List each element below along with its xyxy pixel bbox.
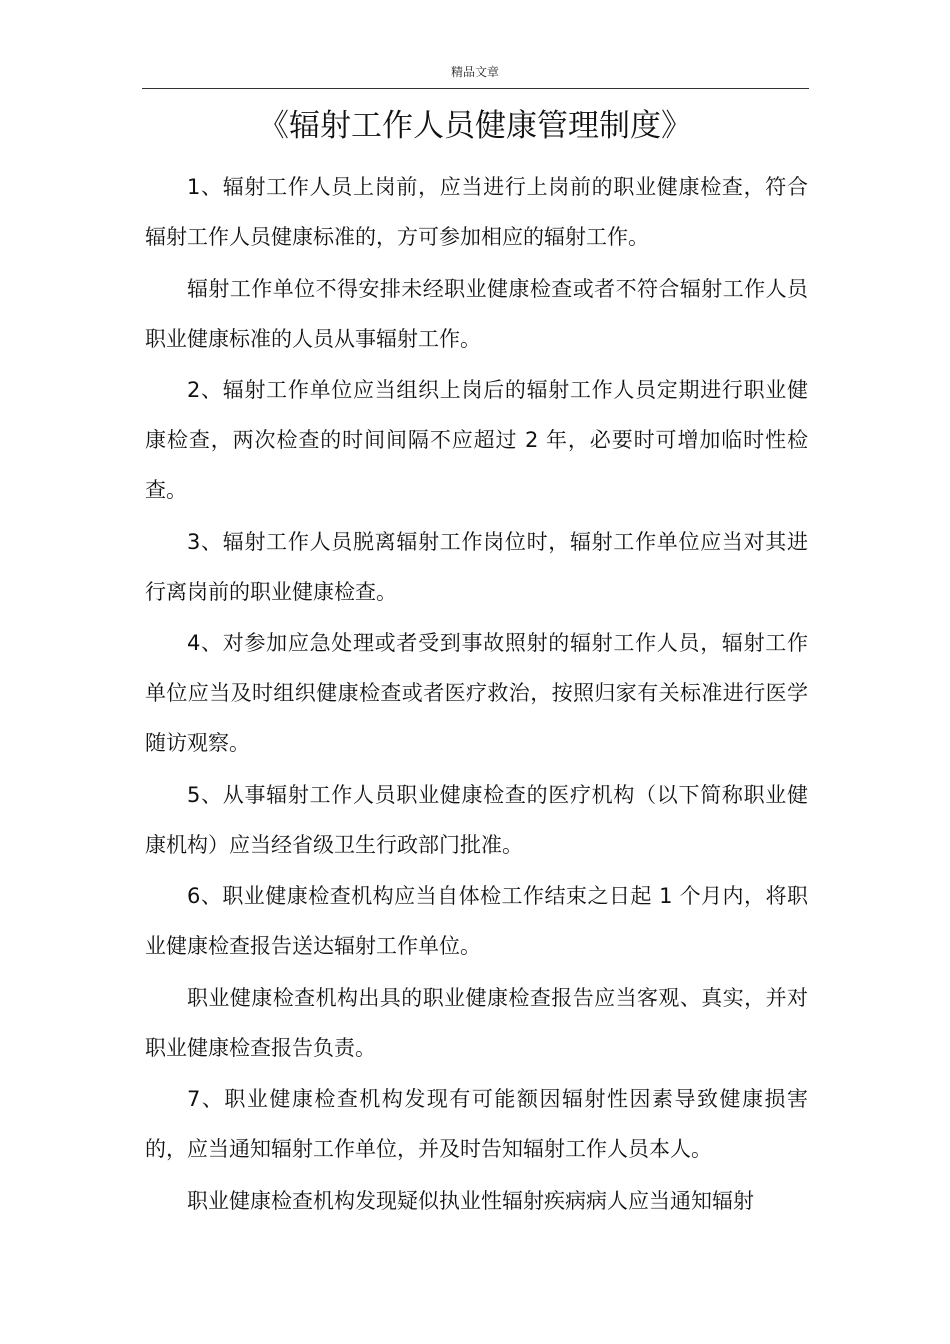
paragraph-8: 职业健康检查机构出具的职业健康检查报告应当客观、真实，并对职业健康检查报告负责。: [145, 985, 808, 1060]
paragraph-5: 4、对参加应急处理或者受到事故照射的辐射工作人员，辐射工作单位应当及时组织健康检查或者医疗救治，按照归家有关标准进行医学随访观察。: [145, 631, 808, 755]
page-header: 精品文章: [450, 65, 499, 79]
paragraph-10: 职业健康检查机构发现疑似执业性辐射疾病病人应当通知辐射: [187, 1188, 754, 1213]
paragraph-3: 2、辐射工作单位应当组织上岗后的辐射工作人员定期进行职业健康检查，两次检查的时间间隔不应超过 2 年，必要时可增加临时性检查。: [145, 378, 808, 502]
paragraph-4: 3、辐射工作人员脱离辐射工作岗位时，辐射工作单位应当对其进行离岗前的职业健康检查。: [145, 529, 808, 604]
document-title: 《辐射工作人员健康管理制度》: [258, 108, 692, 144]
header-divider: [142, 88, 809, 89]
paragraph-9: 7、职业健康检查机构发现有可能额因辐射性因素导致健康损害的，应当通知辐射工作单位，并及时告知辐射工作人员本人。: [145, 1087, 808, 1161]
paragraph-6: 5、从事辐射工作人员职业健康检查的医疗机构（以下简称职业健康机构）应当经省级卫生行政部门批准。: [145, 782, 808, 857]
paragraph-7: 6、职业健康检查机构应当自体检工作结束之日起 1 个月内，将职业健康检查报告送达辐射工作单位。: [145, 884, 808, 958]
document-body: [145, 162, 808, 1227]
paragraph-2: 辐射工作单位不得安排未经职业健康检查或者不符合辐射工作人员职业健康标准的人员从事辐射工作。: [145, 276, 808, 351]
paragraph-1: 1、辐射工作人员上岗前，应当进行上岗前的职业健康检查，符合辐射工作人员健康标准的，方可参加相应的辐射工作。: [145, 175, 808, 249]
